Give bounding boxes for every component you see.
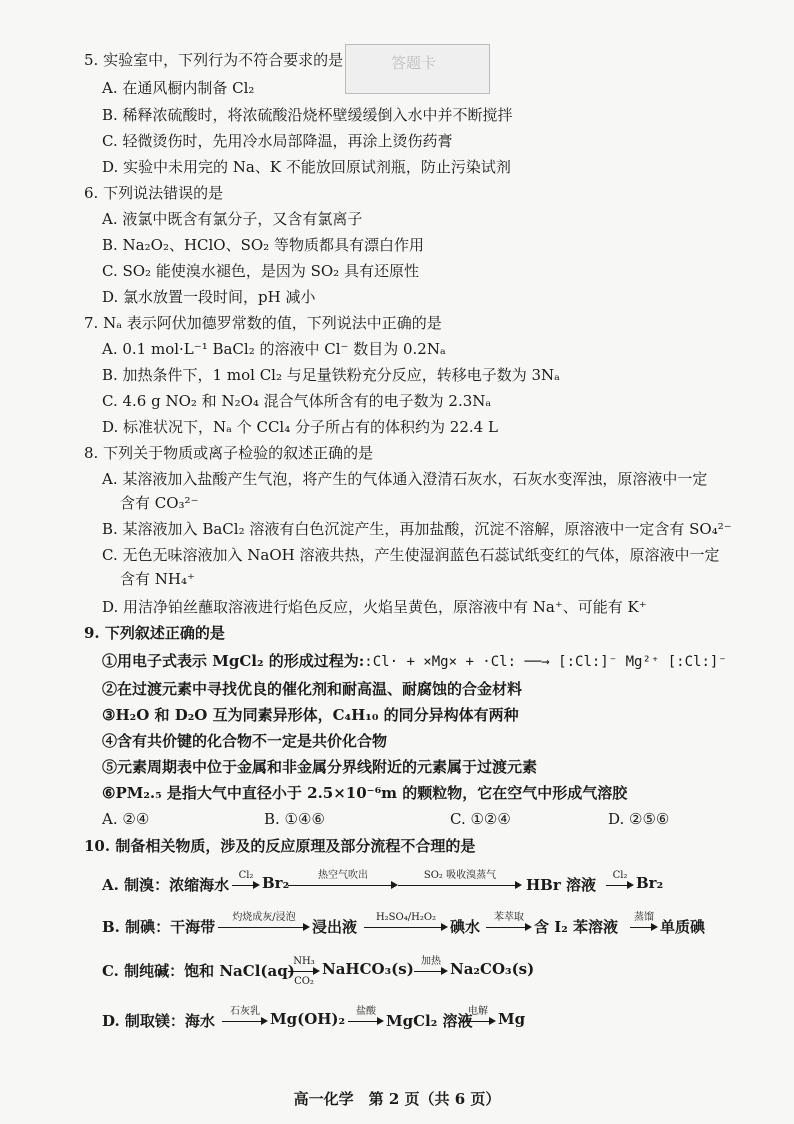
q5-option-b: B. 稀释浓硫酸时，将浓硫酸沿烧杯壁缓缓倒入水中并不断搅拌 [102, 106, 513, 124]
flow-b-arrow-3 [486, 912, 532, 935]
answer-sheet-stamp: 答题卡 [345, 44, 490, 94]
q10-flow-c [102, 956, 702, 990]
q7-option-b: B. 加热条件下，1 mol Cl₂ 与足量铁粉充分反应，转移电子数为 3Nₐ [102, 366, 560, 384]
flow-d-step-2: Mg(OH)₂ [270, 1010, 346, 1028]
q6-option-a: A. 液氯中既含有氯分子，又含有氯离子 [102, 210, 363, 228]
flow-c-arrow-2-label: 加热 [421, 956, 441, 967]
q9-choice-a: A. ②④ [102, 810, 150, 828]
flow-d-arrow-1-label: 石灰乳 [230, 1006, 260, 1017]
q10-flow-a [102, 870, 702, 898]
q9-item-4: ④含有共价键的化合物不一定是共价化合物 [102, 732, 388, 750]
flow-d-arrow-3-label: 电解 [468, 1006, 488, 1017]
q8-stem: 8. 下列关于物质或离子检验的叙述正确的是 [84, 444, 374, 462]
flow-c-arrow-1 [288, 956, 320, 987]
flow-a-arrow-2-label: 热空气吹出 [318, 870, 368, 881]
flow-b-arrow-2 [364, 912, 448, 935]
q9-stem: 9. 下列叙述正确的是 [84, 624, 225, 642]
flow-b-step-5: 单质碘 [660, 918, 706, 936]
q7-stem: 7. Nₐ 表示阿伏加德罗常数的值，下列说法中正确的是 [84, 314, 442, 332]
q8-option-c-cont: 含有 NH₄⁺ [120, 570, 195, 588]
flow-c-arrow-1-label-bottom: CO₂ [294, 976, 314, 987]
flow-b-arrow-1 [218, 912, 310, 935]
flow-c-start: C. 制纯碱：饱和 NaCl(aq) [102, 962, 295, 980]
q9-item-3: ③H₂O 和 D₂O 互为同素异形体，C₄H₁₀ 的同分异构体有两种 [102, 706, 519, 724]
flow-d-arrow-2-label: 盐酸 [356, 1006, 376, 1017]
q5-option-a: A. 在通风橱内制备 Cl₂ [102, 79, 255, 97]
q5-stem: 5. 实验室中，下列行为不符合要求的是 [84, 51, 344, 69]
q9-choice-c: C. ①②④ [450, 810, 511, 828]
q8-option-b: B. 某溶液加入 BaCl₂ 溶液有白色沉淀产生，再加盐酸，沉淀不溶解，原溶液中一定含有 SO₄²⁻ [102, 520, 732, 538]
q9-item-2: ②在过渡元素中寻找优良的催化剂和耐高温、耐腐蚀的合金材料 [102, 680, 523, 698]
flow-a-arrow-4-label: Cl₂ [612, 870, 628, 881]
flow-a-step-2: Br₂ [262, 874, 290, 892]
flow-b-arrow-4 [630, 912, 658, 935]
q6-option-c: C. SO₂ 能使溴水褪色，是因为 SO₂ 具有还原性 [102, 262, 419, 280]
flow-a-step-4: Br₂ [636, 874, 664, 892]
q5-option-c: C. 轻微烫伤时，先用冷水局部降温，再涂上烫伤药膏 [102, 132, 453, 150]
q6-option-b: B. Na₂O₂、HClO、SO₂ 等物质都具有漂白作用 [102, 236, 424, 254]
q8-option-c: C. 无色无味溶液加入 NaOH 溶液共热，产生使湿润蓝色石蕊试纸变红的气体，原溶液中一定 [102, 546, 720, 564]
flow-a-arrow-3-label: SO₂ 吸收溴蒸气 [423, 870, 497, 881]
flow-c-arrow-1-label-top: NH₃ [293, 956, 315, 967]
q10-flow-b [102, 912, 706, 940]
flow-a-arrow-1 [232, 870, 260, 893]
flow-a-arrow-1-label: Cl₂ [238, 870, 254, 881]
electron-formula: :Cl· + ×Mg× + ·Cl: ──→ [:Cl:]⁻ Mg²⁺ [:Cl:]⁻ [364, 654, 727, 670]
q10-stem: 10. 制备相关物质，涉及的反应原理及部分流程不合理的是 [84, 837, 476, 855]
flow-b-arrow-4-label: 蒸馏 [634, 912, 654, 923]
flow-a-start: A. 制溴：浓缩海水 [102, 876, 230, 894]
flow-b-arrow-1-label: 灼烧成灰/浸泡 [232, 912, 296, 923]
q7-option-c: C. 4.6 g NO₂ 和 N₂O₄ 混合气体所含有的电子数为 2.3Nₐ [102, 392, 492, 410]
q9-item-1-text: ①用电子式表示 MgCl₂ 的形成过程为: [102, 652, 365, 670]
q6-option-d: D. 氯水放置一段时间，pH 减小 [102, 288, 316, 306]
flow-d-step-3: MgCl₂ 溶液 [386, 1012, 473, 1030]
flow-a-arrow-2 [288, 870, 398, 893]
q9-item-1 [102, 651, 727, 672]
flow-b-arrow-3-label: 苯萃取 [494, 912, 524, 923]
flow-b-step-4: 含 I₂ 苯溶液 [534, 918, 619, 936]
flow-b-step-3: 碘水 [450, 918, 481, 936]
flow-c-step-2: NaHCO₃(s) [322, 960, 414, 978]
q8-option-d: D. 用洁净铂丝蘸取溶液进行焰色反应，火焰呈黄色，原溶液中有 Na⁺、可能有 K⁺ [102, 598, 647, 616]
q5-option-d: D. 实验中未用完的 Na、K 不能放回原试剂瓶，防止污染试剂 [102, 158, 511, 176]
flow-d-step-4: Mg [498, 1010, 526, 1028]
q7-option-d: D. 标准状况下，Nₐ 个 CCl₄ 分子所占有的体积约为 22.4 L [102, 418, 498, 436]
q8-option-a: A. 某溶液加入盐酸产生气泡，将产生的气体通入澄清石灰水，石灰水变浑浊，原溶液中一定 [102, 470, 708, 488]
flow-b-start: B. 制碘：干海带 [102, 918, 216, 936]
q9-choice-b: B. ①④⑥ [264, 810, 325, 828]
page-footer: 高一化学 第 2 页（共 6 页） [293, 1090, 501, 1108]
flow-b-arrow-2-label: H₂SO₄/H₂O₂ [375, 912, 437, 923]
flow-c-step-3: Na₂CO₃(s) [450, 960, 535, 978]
flow-c-arrow-2 [414, 956, 448, 979]
flow-a-step-3: HBr 溶液 [526, 876, 596, 894]
flow-d-arrow-3 [460, 1006, 496, 1029]
flow-a-arrow-3 [398, 870, 522, 893]
flow-d-arrow-1 [222, 1006, 268, 1029]
flow-b-step-2: 浸出液 [312, 918, 358, 936]
flow-a-arrow-4 [606, 870, 634, 893]
q9-item-6: ⑥PM₂.₅ 是指大气中直径小于 2.5×10⁻⁶m 的颗粒物，它在空气中形成气溶胶 [102, 784, 628, 802]
q9-item-5: ⑤元素周期表中位于金属和非金属分界线附近的元素属于过渡元素 [102, 758, 538, 776]
q8-option-a-cont: 含有 CO₃²⁻ [120, 494, 199, 512]
flow-d-arrow-2 [348, 1006, 384, 1029]
q7-option-a: A. 0.1 mol·L⁻¹ BaCl₂ 的溶液中 Cl⁻ 数目为 0.2Nₐ [102, 340, 446, 358]
q10-flow-d [102, 1006, 702, 1034]
flow-d-start: D. 制取镁：海水 [102, 1012, 215, 1030]
q9-choice-d: D. ②⑤⑥ [608, 810, 670, 828]
q6-stem: 6. 下列说法错误的是 [84, 184, 224, 202]
